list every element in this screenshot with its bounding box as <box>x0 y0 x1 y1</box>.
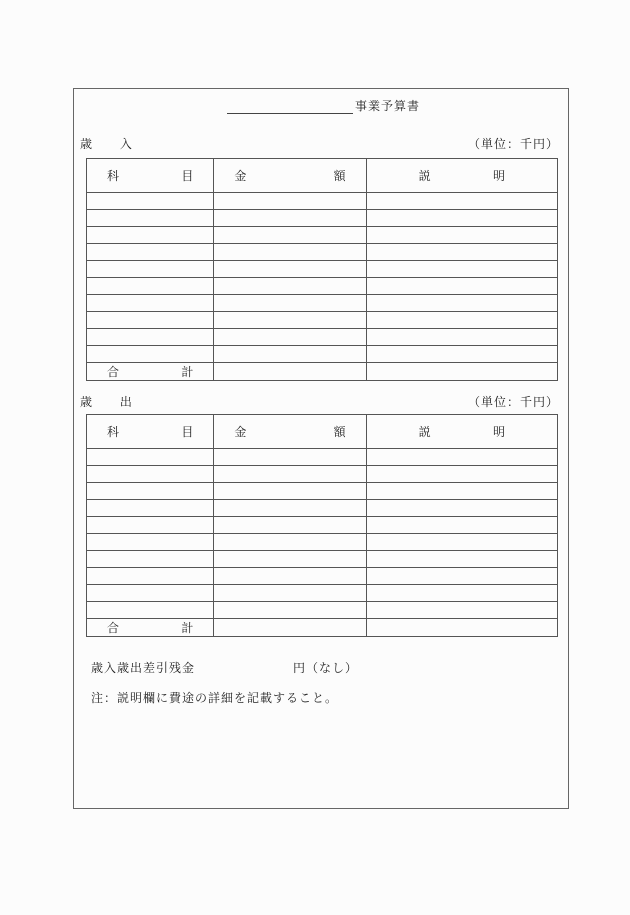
amount-cell[interactable] <box>214 295 366 312</box>
description-cell[interactable] <box>366 193 557 210</box>
table-row <box>87 483 558 500</box>
table-row <box>87 517 558 534</box>
subject-cell[interactable] <box>87 483 214 500</box>
subject-cell[interactable] <box>87 534 214 551</box>
header-subject-b: 目 <box>181 169 194 183</box>
total-label-a: 合 <box>107 365 120 379</box>
income-unit: （単位：千円） <box>468 137 560 151</box>
income-table <box>86 158 558 381</box>
description-cell[interactable] <box>366 210 557 227</box>
description-cell[interactable] <box>366 466 557 483</box>
table-row <box>87 193 558 210</box>
subject-cell[interactable] <box>87 295 214 312</box>
subject-cell[interactable] <box>87 568 214 585</box>
description-cell[interactable] <box>366 346 557 363</box>
total-amount-cell[interactable] <box>214 619 366 637</box>
total-row <box>87 619 558 637</box>
table-row <box>87 602 558 619</box>
document-title <box>227 97 420 114</box>
table-row <box>87 534 558 551</box>
header-amount-b: 額 <box>333 425 346 439</box>
table-row <box>87 551 558 568</box>
header-desc-b: 明 <box>492 425 505 439</box>
subject-cell[interactable] <box>87 278 214 295</box>
subject-cell[interactable] <box>87 466 214 483</box>
expense-table <box>86 414 558 637</box>
amount-cell[interactable] <box>214 483 366 500</box>
total-label-cell <box>87 363 214 381</box>
amount-cell[interactable] <box>214 261 366 278</box>
amount-cell[interactable] <box>214 193 366 210</box>
table-row <box>87 568 558 585</box>
description-cell[interactable] <box>366 585 557 602</box>
table-row <box>87 329 558 346</box>
table-row <box>87 449 558 466</box>
amount-cell[interactable] <box>214 210 366 227</box>
subject-cell[interactable] <box>87 312 214 329</box>
balance-label: 歳入歳出差引残金 <box>91 661 196 675</box>
total-description-cell[interactable] <box>366 619 557 637</box>
table-header-row <box>87 415 558 449</box>
total-amount-cell[interactable] <box>214 363 366 381</box>
title-blank-field[interactable] <box>227 100 353 114</box>
table-row <box>87 244 558 261</box>
description-cell[interactable] <box>366 568 557 585</box>
subject-cell[interactable] <box>87 551 214 568</box>
subject-cell[interactable] <box>87 346 214 363</box>
total-label-b: 計 <box>181 365 194 379</box>
table-row <box>87 500 558 517</box>
description-cell[interactable] <box>366 261 557 278</box>
description-cell[interactable] <box>366 329 557 346</box>
amount-cell[interactable] <box>214 449 366 466</box>
subject-cell[interactable] <box>87 602 214 619</box>
table-header-row <box>87 159 558 193</box>
amount-cell[interactable] <box>214 534 366 551</box>
total-description-cell[interactable] <box>366 363 557 381</box>
header-desc-a: 説 <box>418 425 431 439</box>
description-cell[interactable] <box>366 227 557 244</box>
amount-cell[interactable] <box>214 500 366 517</box>
table-row <box>87 261 558 278</box>
amount-cell[interactable] <box>214 585 366 602</box>
table-row <box>87 346 558 363</box>
balance-unit: 円（なし） <box>293 661 359 675</box>
description-cell[interactable] <box>366 551 557 568</box>
header-subject-a: 科 <box>107 425 120 439</box>
description-cell[interactable] <box>366 278 557 295</box>
table-row <box>87 312 558 329</box>
description-cell[interactable] <box>366 312 557 329</box>
subject-cell[interactable] <box>87 227 214 244</box>
amount-cell[interactable] <box>214 227 366 244</box>
subject-cell[interactable] <box>87 261 214 278</box>
table-row <box>87 585 558 602</box>
header-subject-b: 目 <box>181 425 194 439</box>
income-label: 歳 入 <box>80 137 144 151</box>
total-label-b: 計 <box>181 621 194 635</box>
total-label-a: 合 <box>107 621 120 635</box>
header-desc-b: 明 <box>492 169 505 183</box>
description-cell[interactable] <box>366 295 557 312</box>
subject-cell[interactable] <box>87 500 214 517</box>
amount-cell[interactable] <box>214 466 366 483</box>
expense-label: 歳 出 <box>80 395 144 409</box>
description-cell[interactable] <box>366 244 557 261</box>
amount-cell[interactable] <box>214 568 366 585</box>
header-amount-b: 額 <box>333 169 346 183</box>
note-text: 注：説明欄に費途の詳細を記載すること。 <box>91 691 339 705</box>
description-cell[interactable] <box>366 500 557 517</box>
table-row <box>87 227 558 244</box>
header-amount-a: 金 <box>234 425 247 439</box>
header-amount-a: 金 <box>234 169 247 183</box>
subject-cell[interactable] <box>87 210 214 227</box>
description-cell[interactable] <box>366 534 557 551</box>
description-cell[interactable] <box>366 517 557 534</box>
amount-cell[interactable] <box>214 244 366 261</box>
subject-cell[interactable] <box>87 244 214 261</box>
subject-cell[interactable] <box>87 585 214 602</box>
table-row <box>87 466 558 483</box>
amount-cell[interactable] <box>214 278 366 295</box>
subject-cell[interactable] <box>87 449 214 466</box>
balance-line <box>91 659 358 676</box>
table-row <box>87 295 558 312</box>
header-subject-a: 科 <box>107 169 120 183</box>
amount-cell[interactable] <box>214 346 366 363</box>
amount-cell[interactable] <box>214 329 366 346</box>
total-row <box>87 363 558 381</box>
title-text: 事業予算書 <box>355 99 421 113</box>
subject-cell[interactable] <box>87 517 214 534</box>
subject-cell[interactable] <box>87 193 214 210</box>
description-cell[interactable] <box>366 449 557 466</box>
total-label-cell <box>87 619 214 637</box>
table-row <box>87 210 558 227</box>
amount-cell[interactable] <box>214 551 366 568</box>
amount-cell[interactable] <box>214 517 366 534</box>
description-cell[interactable] <box>366 483 557 500</box>
amount-cell[interactable] <box>214 312 366 329</box>
subject-cell[interactable] <box>87 329 214 346</box>
header-desc-a: 説 <box>418 169 431 183</box>
table-row <box>87 278 558 295</box>
expense-unit: （単位：千円） <box>468 395 560 409</box>
amount-cell[interactable] <box>214 602 366 619</box>
description-cell[interactable] <box>366 602 557 619</box>
